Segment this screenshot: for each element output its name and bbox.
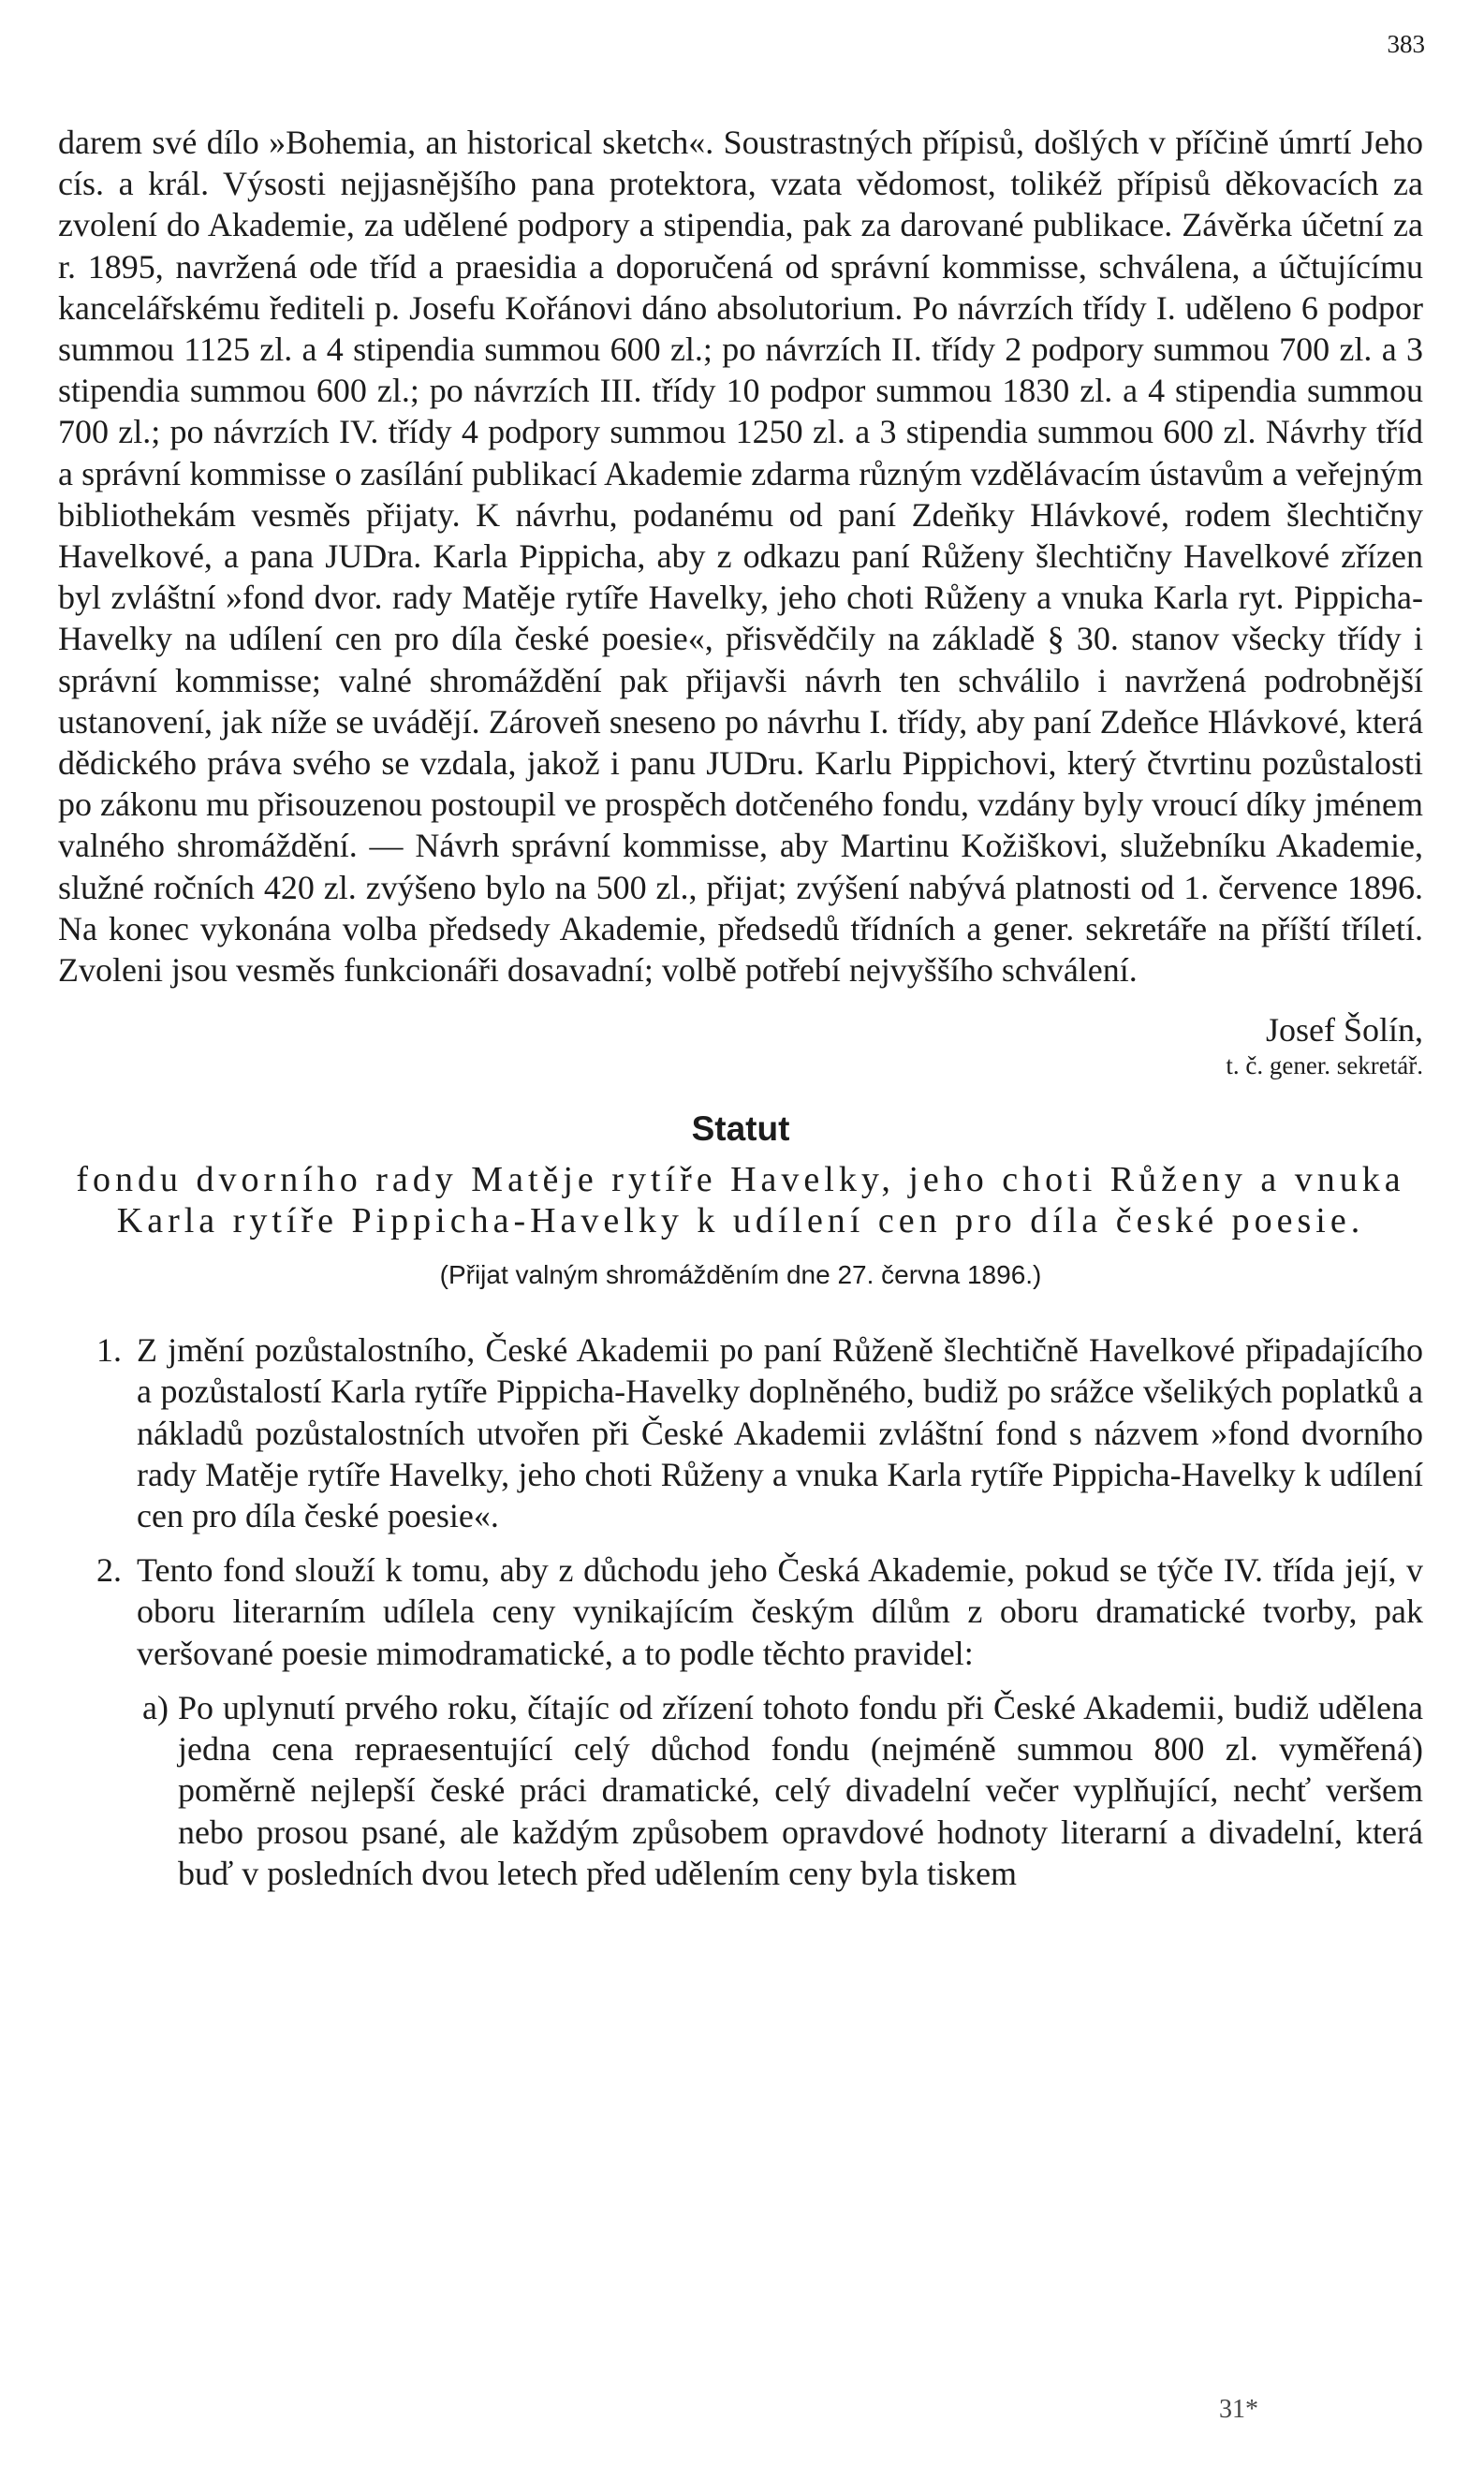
sub-item-letter: a): [142, 1688, 169, 1726]
main-text: [58, 122, 1423, 1894]
signature-block: [58, 1009, 1423, 1080]
statute-sub-item: [58, 1687, 1423, 1894]
signature-name: Josef Šolín,: [1265, 1011, 1423, 1050]
statute-sections: [58, 1329, 1423, 1674]
signature-role: t. č. gener. sekretář.: [1226, 1051, 1423, 1080]
sub-item-text: Po uplynutí prvého roku, čítajíc od zřízení tohoto fondu při České Akademii, budiž udělena jedna cena repraesentující celý důchod fondu (nejméně summou 800 zl. vyměřená) poměrně nejlepší české práci dramatické, celý divadelní večer vyplňující, nechť veršem nebo prosou psané, ale každým způsobem opravdové hodnoty literarní a divadelní, která buď v posledních dvou letech před udělením ceny byla tiskem: [178, 1688, 1423, 1892]
section-text: Z jmění pozůstalostního, České Akademii po paní Růženě šlechtičně Havelkové připadajícího a pozůstalostí Karla rytíře Pippicha-Havelky doplněného, budiž po srážce všelikých poplatků a nákladů pozůstalostních utvořen při České Akademii zvláštní fond s názvem »fond dvorního rady Matěje rytíře Havelky, jeho choti Růženy a vnuka Karla rytíře Pippicha-Havelky k udílení cen pro díla české poesie«.: [137, 1331, 1423, 1535]
statute-subtitle: fondu dvorního rady Matěje rytíře Havelky, jeho choti Růženy a vnuka Karla rytíře Pippicha-Havelky k udílení cen pro díla české poesie.: [76, 1160, 1405, 1241]
statute-section: [58, 1549, 1423, 1674]
minutes-paragraph: darem své dílo »Bohemia, an historical sketch«. Soustrastných přípisů, došlých v příčině úmrtí Jeho cís. a král. Výsosti nejjasnějšího pana protektora, vzata vědomost, tolikéž přípisů děkovacích za zvolení do Akademie, za udělené podpory a stipendia, pak za darované publikace. Závěrka účetní za r. 1895, navržená ode tříd a praesidia a doporučená od správní kommisse, schválena, a účtujícímu kancelářskému řediteli p. Josefu Kořánovi dáno absolutorium. Po návrzích třídy I. uděleno 6 podpor summou 1125 zl. a 4 stipendia summou 600 zl.; po návrzích II. třídy 2 podpory summou 700 zl. a 3 stipendia summou 600 zl.; po návrzích III. třídy 10 podpor summou 1830 zl. a 4 stipendia summou 700 zl.; po návrzích IV. třídy 4 podpory summou 1250 zl. a 3 stipendia summou 600 zl. Návrhy tříd a správní kommisse o zasílání publikací Akademie zdarma různým vzdělávacím ústavům a veřejným bibliothekám vesměs přijaty. K návrhu, podanému od paní Zdeňky Hlávkové, rodem šlechtičny Havelkové, a pana JUDra. Karla Pippicha, aby z odkazu paní Růženy šlechtičny Havelkové zřízen byl zvláštní »fond dvor. rady Matěje rytíře Havelky, jeho choti Růženy a vnuka Karla ryt. Pippicha-Havelky na udílení cen pro díla české poesie«, přisvědčily na základě § 30. stanov všecky třídy i správní kommisse; valné shromáždění pak přijavši návrh ten schválilo i navržená podrobnější ustanovení, jak níže se uvádějí. Zároveň sneseno po návrhu I. třídy, aby paní Zdeňce Hlávkové, která dědického práva svého se vzdala, jakož i panu JUDru. Karlu Pippichovi, který čtvrtinu pozůstalosti po zákonu mu přisouzenou postoupil ve prospěch dotčeného fondu, vzdány byly vroucí díky jménem valného shromáždění. — Návrh správní kommisse, aby Martinu Kožiškovi, služebníku Akademie, služné ročních 420 zl. zvýšeno bylo na 500 zl., přijat; zvýšení nabývá platnosti od 1. července 1896. Na konec vykonána volba předsedy Akademie, předsedů třídních a gener. sekretáře na příští tříletí. Zvoleni jsou vesměs funkcionáři dosavadní; volbě potřebí nejvyššího schválení.: [58, 124, 1423, 990]
signature-mark: 31*: [1219, 2395, 1258, 2424]
section-number: 2.: [96, 1551, 122, 1590]
section-number: 1.: [96, 1331, 122, 1370]
statute-note: (Přijat valným shromážděním dne 27. června 1896.): [439, 1260, 1042, 1290]
statute-heading: Statut: [691, 1109, 790, 1149]
page-number: 383: [1387, 30, 1425, 58]
statute-section: [58, 1329, 1423, 1536]
section-text: Tento fond slouží k tomu, aby z důchodu jeho Česká Akademie, pokud se týče IV. třída její, v oboru literarním udílela ceny vynikajícím českým dílům z oboru dramatické tvorby, pak veršované poesie mimodramatické, a to podle těchto pravidel:: [137, 1551, 1423, 1672]
